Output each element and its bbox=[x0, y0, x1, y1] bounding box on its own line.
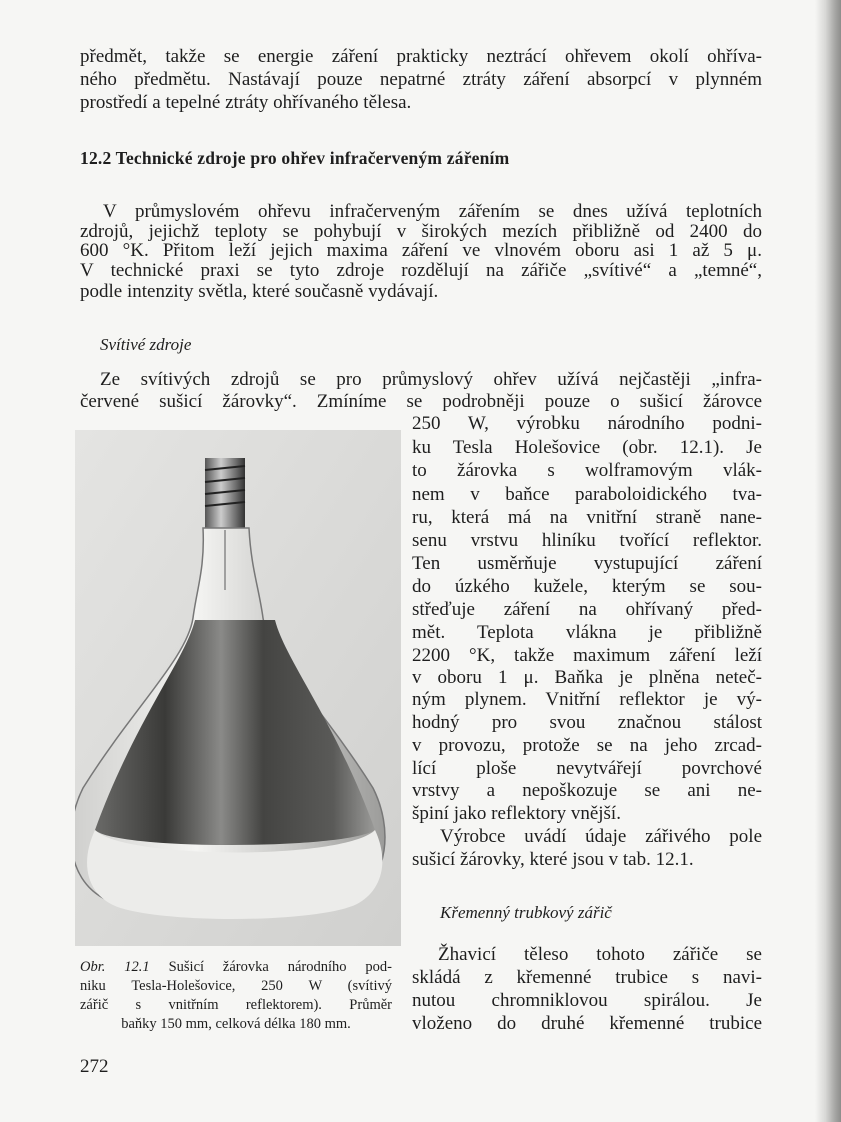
text-line: V technické praxi se tyto zdroje rozdělují na zářiče „svítivé“ a „temné“, bbox=[80, 260, 762, 281]
page-number: 272 bbox=[80, 1056, 109, 1077]
text-line: vrstvy a nepoškozuje se ani ne- bbox=[412, 780, 762, 801]
text-line: 2200 °K, takže maximum záření leží bbox=[412, 645, 762, 666]
text-line: podle intenzity světla, které současně vydávají. bbox=[80, 281, 439, 302]
text-line: Žhavicí těleso tohoto zářiče se bbox=[438, 944, 762, 965]
text-line: červené sušicí žárovky“. Zmíníme se podrobněji pouze o sušicí žárovce bbox=[80, 391, 762, 412]
text-line: mět. Teplota vlákna je přibližně bbox=[412, 622, 762, 643]
text-line: ným plynem. Vnitřní reflektor je vý- bbox=[412, 689, 762, 710]
text-line: ru, která má na vnitřní straně nane- bbox=[412, 507, 762, 528]
text-line: prostředí a tepelné ztráty ohřívaného tělesa. bbox=[80, 92, 412, 113]
caption-line: Sušicí žárovka národního pod- bbox=[168, 959, 392, 975]
drying-bulb-photo bbox=[75, 430, 401, 946]
text-line: nem v baňce paraboloidického tva- bbox=[412, 484, 762, 505]
text-line: vloženo do druhé křemenné trubice bbox=[412, 1013, 762, 1034]
caption-line: baňky 150 mm, celková délka 180 mm. bbox=[121, 1016, 351, 1032]
text-line: předmět, takže se energie záření prakticky neztrácí ohřevem okolí ohříva- bbox=[80, 46, 762, 67]
text-line: V průmyslovém ohřevu infračerveným zářením se dnes užívá teplotních bbox=[103, 201, 762, 222]
text-line: do úzkého kužele, kterým se sou- bbox=[412, 576, 762, 597]
subheading-quartz-tube-emitter: Křemenný trubkový zářič bbox=[440, 903, 612, 922]
text-line: Ze svítivých zdrojů se pro průmyslový ohřev užívá nejčastěji „infra- bbox=[100, 369, 762, 390]
text-line: Výrobce uvádí údaje zářivého pole bbox=[440, 826, 762, 847]
text-line: skládá z křemenné trubice s navi- bbox=[412, 967, 762, 988]
text-line: špiní jako reflektory vnější. bbox=[412, 803, 621, 824]
text-line: ného předmětu. Nastávají pouze nepatrné ztráty záření absorpcí v plynném bbox=[80, 69, 762, 90]
page-binding-shadow bbox=[815, 0, 841, 1122]
text-line: v oboru 1 μ. Baňka je plněna neteč- bbox=[412, 667, 762, 688]
text-line: v provozu, protože se na jeho zrcad- bbox=[412, 735, 762, 756]
text-line: to žárovka s wolframovým vlák- bbox=[412, 460, 762, 481]
section-heading: 12.2 Technické zdroje pro ohřev infračerveným zářením bbox=[80, 148, 510, 168]
text-line: nutou chromniklovou spirálou. Je bbox=[412, 990, 762, 1011]
text-line: Ten usměrňuje vystupující záření bbox=[412, 553, 762, 574]
text-line: hodný pro svou značnou stálost bbox=[412, 712, 762, 733]
text-line: zdrojů, jejichž teploty se pohybují v širokých mezích přibližně od 2400 do bbox=[80, 221, 762, 242]
subheading-luminous-sources: Svítivé zdroje bbox=[100, 335, 192, 354]
text-line: 600 °K. Přitom leží jejich maxima záření ve vlnovém oboru asi 1 až 5 μ. bbox=[80, 240, 762, 261]
text-line: sušicí žárovky, které jsou v tab. 12.1. bbox=[412, 849, 694, 870]
text-line: lící ploše nevytvářejí povrchové bbox=[412, 758, 762, 779]
text-line: ku Tesla Holešovice (obr. 12.1). Je bbox=[412, 437, 762, 458]
text-line: 250 W, výrobku národního podni- bbox=[412, 413, 762, 434]
figure-label: Obr. 12.1 bbox=[80, 959, 150, 975]
text-line: střeďuje záření na ohřívaný před- bbox=[412, 599, 762, 620]
text-line: senu vrstvu hliníku tvořící reflektor. bbox=[412, 530, 762, 551]
caption-line: niku Tesla-Holešovice, 250 W (svítivý bbox=[80, 978, 392, 994]
caption-line: zářič s vnitřním reflektorem). Průměr bbox=[80, 997, 392, 1013]
